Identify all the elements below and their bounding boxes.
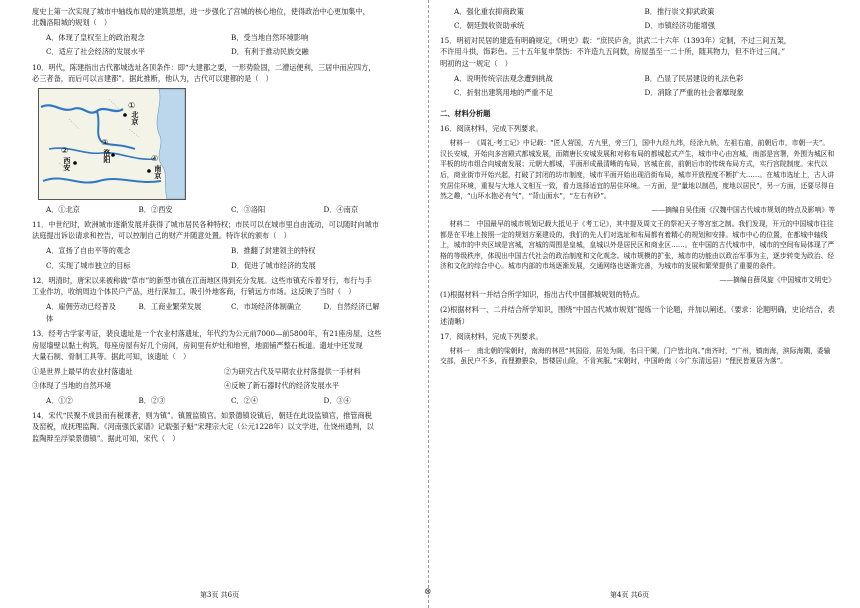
option: A．强化重农抑商政策 <box>454 7 524 16</box>
option: D．促进了城市经济的发展 <box>231 260 316 270</box>
q16-sub2: (2)根据材料一、二并结合所学知识，围绕“中国古代城市规划”提炼一个论题，并加以阐述。（要求：论题明确，史论结合，表述清晰） <box>440 305 835 326</box>
q9-options <box>46 32 416 57</box>
statement-item: ③体现了当地的自然环境 <box>32 380 112 390</box>
q15-stem: 15．明初对民居的建造有明确规定，《明史》载：“庶民庐舍，洪武二十六年（1393年）定制，不过三间五架， 不许用斗拱，饰彩色。三十五年复申禁饬：不许造九五间数，房屋虽至一二十所，随其物力，但不许过三间。” 明初的这一规定（ ） <box>440 36 791 68</box>
option: C．②④ <box>231 396 259 406</box>
left-column <box>32 6 416 448</box>
q13-stem: 13．经考古学家考证，裴良遗址是一个农业村落遗址，年代约为公元前7000—前5800年，有21座房屋，这些 房屋墙壁以黏土构筑，每座房屋有好几个房间，房间里有炉灶和地窖，地面铺严整石板道。遗址中还发现 大量石制、骨制工具等。据此可知，该遗址（ ） <box>32 329 382 361</box>
option: A．①② <box>46 396 73 406</box>
option: A．雇佣劳动已经普及 <box>46 302 116 312</box>
q13-items <box>32 366 416 391</box>
option: D．自然经济已解 <box>323 302 380 312</box>
statement-item: ①是世界上最早的农业村落遗址 <box>32 366 133 376</box>
option: C．实现了城市独立的目标 <box>46 260 131 270</box>
option: A．①北京 <box>46 204 80 214</box>
material-3: 材料一 南北朝的梁朝时，南海的林邑“其国俗，居处为阁，名曰干阑，门户皆北向。”南齐时，“广州，镇南海，滨际海隅，委输交部，虽民户不多，而俚獠猥杂，皆楼居山险，不肯宾服。”宋朝时，中国岭南（今广东清远县）“俚民皆夏居为落”。 <box>440 346 831 366</box>
q10-options <box>46 204 416 215</box>
page-number-right: 第4页 共6页 <box>610 591 650 599</box>
option: B．凸显了民居建设的礼法色彩 <box>644 73 744 83</box>
q17-stem: 17．阅读材料，完成下列要求。 <box>440 331 543 341</box>
option: D．市镇经济功能增强 <box>644 21 715 31</box>
map-label-luoyang: 洛阳 <box>102 148 112 163</box>
option: A．体现了皇权至上的政治观念 <box>46 33 145 43</box>
q12-options <box>46 301 416 312</box>
q12-option-wrap: 体 <box>46 314 54 324</box>
option: D．消除了严重的社会奢靡现象 <box>644 87 744 97</box>
q13-options <box>46 395 416 406</box>
option: D．有利于推动民族交融 <box>231 47 309 57</box>
statement-item: ④反映了新石器时代的经济发展水平 <box>224 380 340 390</box>
option: C．朝廷鼓收资助承统 <box>454 21 525 31</box>
map-label-num-1: ① <box>128 100 136 110</box>
material-2-source: ——摘编自薛凤旋《中国城市文明史》 <box>719 275 835 284</box>
q11-options <box>46 245 416 270</box>
q10-stem: 10．明代，陈建指出古代都城选址各顶条件：即“大建都之要，一形势险固，二漕运便利，三居中而应四方， 必三者备，而后可以言建都”。据此推断，他认为，古代可以建都的是（ ） <box>32 62 376 83</box>
option: B．②③ <box>138 396 166 406</box>
map-label-num-3: ③ <box>101 137 109 147</box>
column-divider <box>428 0 429 608</box>
q12-stem: 12．明清时，唐宋以来被称做“草市”的新型市镇在江南地区得到充分发展。这些市镇充斥着牙行，布行与手 工业作坊，收纳周边个体民户产品，进行深加工，吸引外地客商，行销远方市场。这反映了当时（ ） <box>32 275 372 296</box>
option: C．③洛阳 <box>231 204 266 214</box>
q11-stem: 11．中世纪时，欧洲城市逐渐发展并获得了城市居民各种特权；市民可以在城市里自由流动，可以随时向城市 法庭提出诉讼请求和控告，可以控制自己的财产并随意处置。特许状的颁布（ ） <box>32 220 379 241</box>
section-heading: 二、材料分析题 <box>440 109 491 119</box>
statement-item: ②为研究古代及早期农业村落提供一手材料 <box>224 366 361 376</box>
q9-stem: 度史上第一次实现了城市中轴线布局的建筑思想，进一步强化了宫城的核心地位，使得政治中心更加集中， 北魏洛阳城的规划（ ） <box>32 7 370 28</box>
option: B．工商业繁荣发展 <box>138 302 202 312</box>
option: A．说明传统宗法观念遭到挑战 <box>454 73 553 83</box>
map-label-num-2: ② <box>61 145 69 155</box>
registration-mark-icon: ⊗ <box>424 587 432 597</box>
option: B．②西安 <box>138 204 173 214</box>
q16-stem: 16．阅读材料，完成下列要求。 <box>440 124 543 134</box>
option: B．推翻了封建领主的特权 <box>231 246 316 256</box>
q16-sub1: (1)根据材料一并结合所学知识，指出古代中国都城规划的特点。 <box>440 290 645 300</box>
option: D．④南京 <box>323 204 359 214</box>
map-label-xian: 西安 <box>62 156 72 171</box>
right-column <box>440 6 835 370</box>
option: A．宣扬了自由平等的观念 <box>46 246 131 256</box>
q14-stem: 14．宋代“民聚不成县而有税课者，则为镇”。镇置监镇官。如景德镇设镇后，朝廷在此设监镇官，推管商税 及窑税，成抚理监陶。《河南强氏家谱》记载强子魁“宋理宗大定（公元1228年）以文学进，仕饶州通判，以 监陶辩至浮梁景德镇”。据此可知，宋代（ ） <box>32 411 374 443</box>
option: D．③④ <box>323 396 351 406</box>
page-number-left: 第3页 共6页 <box>200 591 240 599</box>
map-graphic <box>39 89 185 199</box>
capitals-map <box>38 88 186 200</box>
material-2: 材料二 中国最早的城市规划记载大抵见于《考工记》，其中提及周文王的祭祀天子等宫室之制。我们发现，开元的中国城市往往都是在平地上按照一定的规划方案建设的，我们的先人们对选址和布局都有着精心的规划和安排。城市中心的位置，在都城中轴线上，城市的中央区域是宫城，宫城的周围是皇城，皇城以外是居民区和商业区……。在中国的古代城市中，城市的空间布局体现了严格的等级秩序，体现出中国古代社会的政治制度和文化观念。城市规模的扩张，城市的功能由以政治军事为主，逐步转变为政治、经济和文化的综合中心。城市内部的市场逐渐发展，交通网络也逐渐完善，为城市的发展和繁荣提供了重要的条件。 <box>440 220 835 271</box>
option: B．推行崇文抑武政策 <box>644 7 715 16</box>
option: C．折射出建筑用地的严重不足 <box>454 87 553 97</box>
option: B．受当地自然环境影响 <box>231 33 309 43</box>
map-label-num-4: ④ <box>151 153 159 163</box>
q15-options <box>454 73 835 98</box>
material-1: 材料一 《周礼·考工记》中记载：“匠人营国，方九里，旁三门，国中九经九纬，经涂九轨，左祖右庙，前朝后市，市朝一夫”。汉长安城，开始向多宫殿式都城发展，而隋唐长安城发展和对称布局的都城起式产生，城市中心由宫城，南部是宫署，外围为城区和平板的坊市组合向城南发展；元朝大都城，平面形成最清晰的布局，宫城在前，前朝后市的传统布局方式，实行宫院制度。宋代以后，商业街市开始兴起，打破了封闭的坊市制度，城市平面开始出现沿街布局，城市开放程度不断扩大……。在城市选址上，古人讲究居住环境，重视与大地人文相互一致，看力选择适宜的居住环境。一方面，是“量地以制邑，度地以居民”，另一方面，还要尽得自然之趣，“山环水抱必有气”，“背山面水”，“左右有砂”。 <box>440 139 835 201</box>
material-1-source: ——摘编自吴佳雨《汉魏中国古代城市规划的特点及影响》等 <box>651 205 835 214</box>
option: C．市场经济体制确立 <box>231 302 302 312</box>
q14-options <box>454 6 835 31</box>
map-label-beijing: 北京 <box>130 110 140 125</box>
option: C．适应了社会经济的发展水平 <box>46 47 145 57</box>
map-label-nanjing: 南京 <box>153 164 163 179</box>
